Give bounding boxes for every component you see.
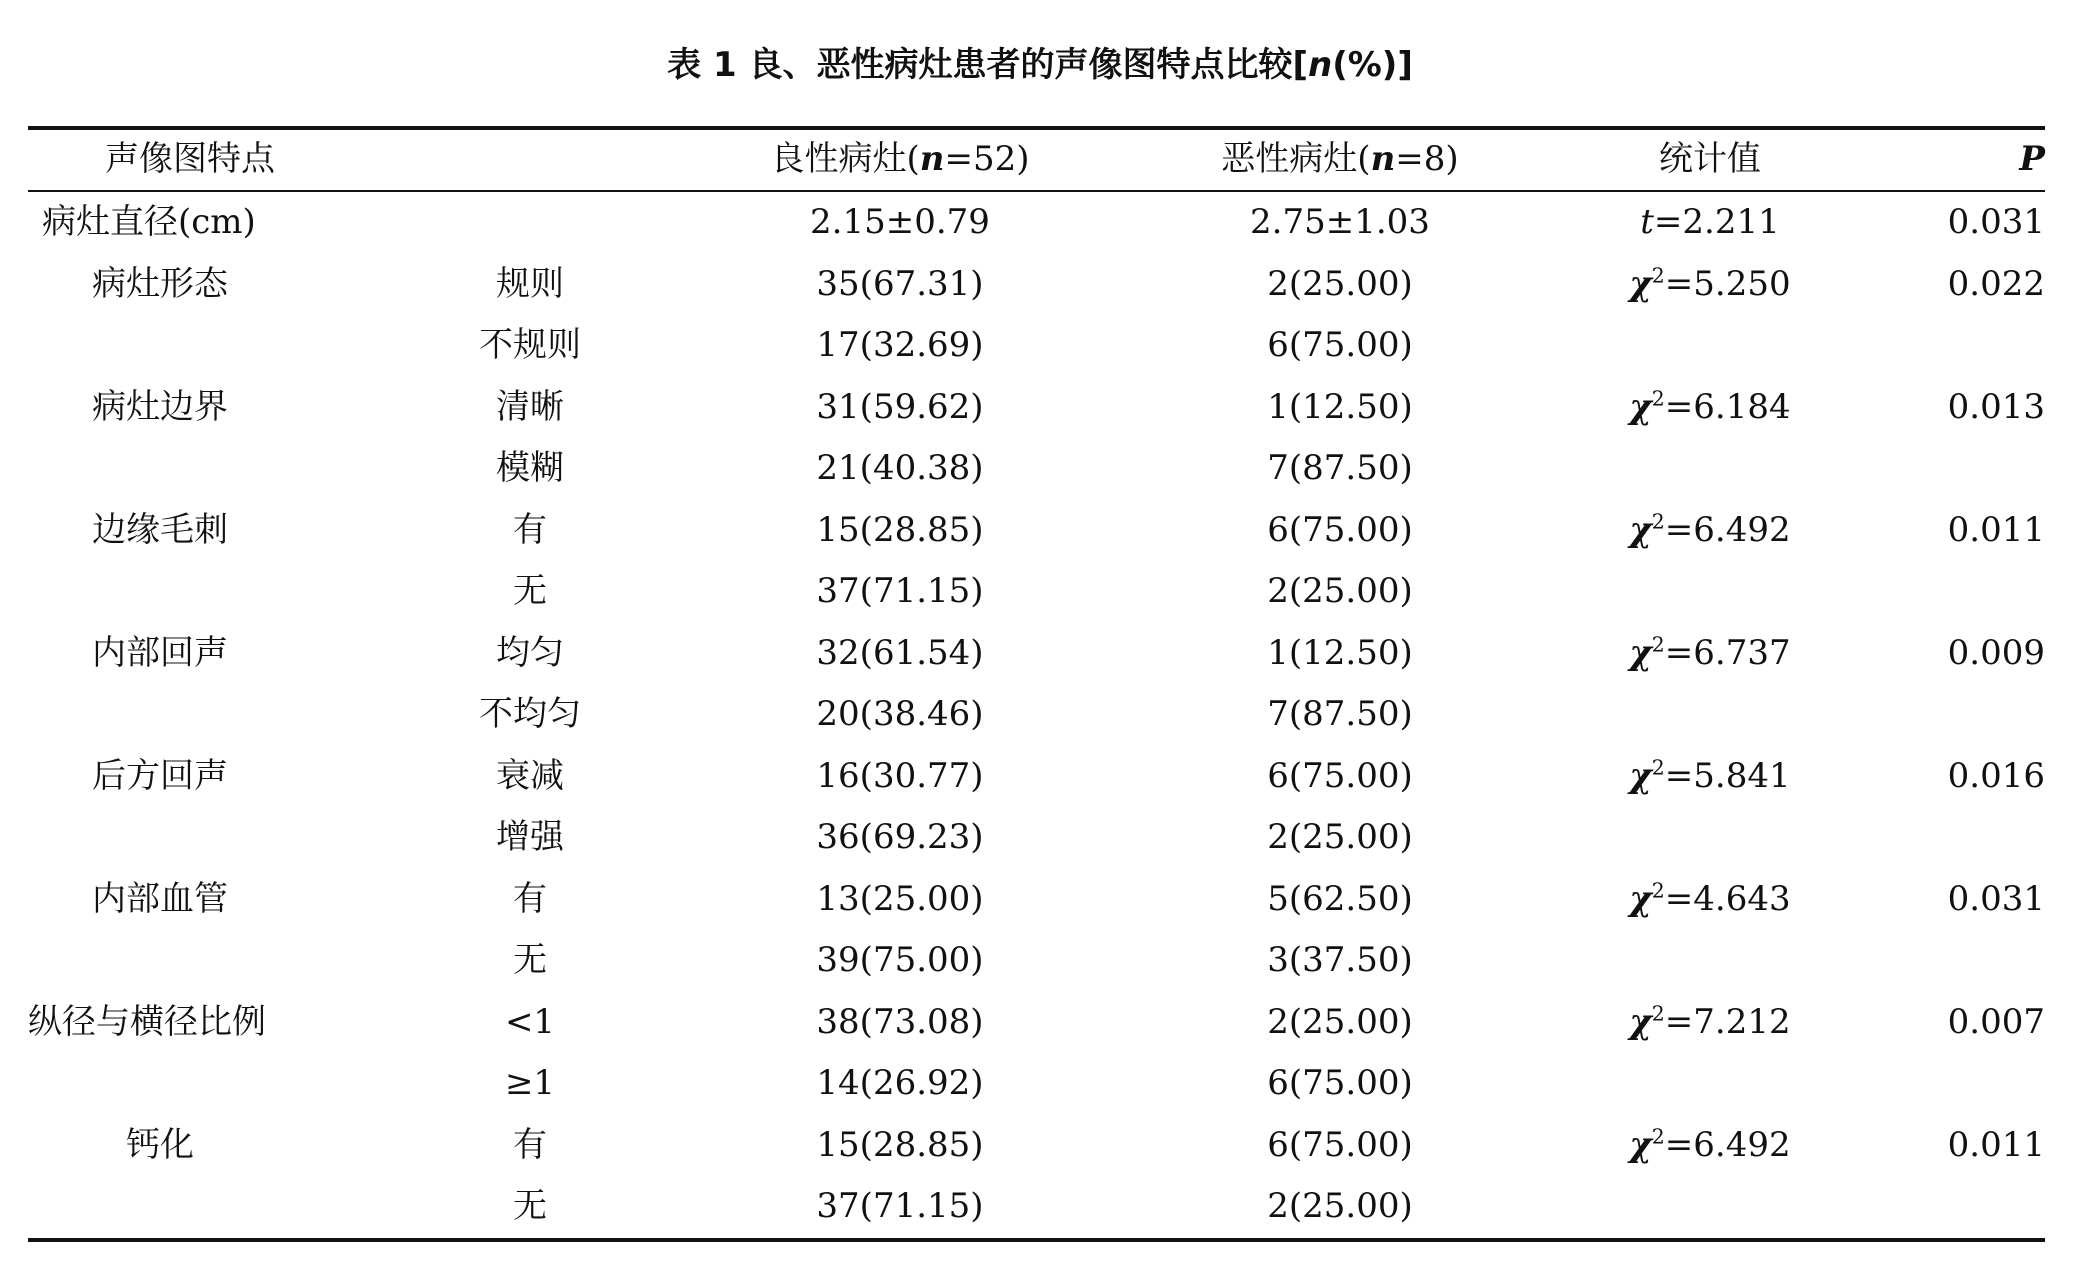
subcategory-label: 不均匀 [479, 694, 581, 734]
feature-label [0, 1053, 320, 1114]
subcategory-label: 均匀 [496, 632, 564, 673]
feature-label [0, 438, 320, 499]
benign-value: 17(32.69) [816, 325, 984, 365]
benign-value: 20(38.46) [816, 694, 984, 734]
statistic-value [1530, 254, 1890, 315]
title-n: n [1307, 45, 1333, 85]
benign-value: 15(28.85) [816, 509, 984, 550]
statistic-symbol: χ [1629, 263, 1652, 304]
statistic-value [1530, 1115, 1890, 1176]
header-benign [700, 129, 1100, 190]
subcategory-label [400, 192, 660, 253]
statistic-symbol: χ [1629, 1001, 1652, 1042]
subcategory-label: 有 [513, 1124, 547, 1165]
subcategory-label: 规则 [496, 263, 564, 304]
subcategory-label: 无 [513, 1186, 547, 1226]
header-benign-n: n [919, 139, 945, 179]
subcategory-label: 无 [513, 571, 547, 611]
feature-label: 病灶边界 [92, 386, 228, 427]
statistic-number: =6.492 [1664, 1124, 1791, 1165]
benign-value: 35(67.31) [816, 263, 984, 304]
statistic-value [1530, 684, 1890, 745]
statistic-symbol: χ [1629, 509, 1652, 550]
feature-label [0, 561, 320, 622]
statistic-value [1530, 192, 1890, 253]
feature-label [0, 807, 320, 868]
statistic-value [1530, 930, 1890, 991]
feature-label: 纵径与横径比例 [28, 1001, 266, 1042]
p-value [1880, 684, 2045, 745]
feature-label: 钙化 [126, 1124, 194, 1165]
feature-label [0, 930, 320, 991]
malignant-value: 6(75.00) [1267, 1063, 1413, 1103]
subcategory-label: 无 [513, 940, 547, 980]
statistic-number: =4.643 [1664, 878, 1791, 919]
p-value [1880, 561, 2045, 622]
feature-label: 内部血管 [92, 878, 228, 919]
statistic-value [1530, 561, 1890, 622]
title-prefix: 表 1 良、恶性病灶患者的声像图特点比较[ [667, 45, 1308, 85]
subcategory-label: 有 [513, 509, 547, 550]
feature-label [0, 1176, 320, 1237]
header-feature: 声像图特点 [105, 139, 275, 179]
benign-value: 21(40.38) [816, 448, 984, 488]
subcategory-label: 清晰 [496, 386, 564, 427]
malignant-value: 1(12.50) [1267, 632, 1413, 673]
subcategory-label: 有 [513, 878, 547, 919]
benign-value: 37(71.15) [816, 571, 984, 611]
malignant-value: 2(25.00) [1267, 817, 1413, 857]
p-value: 0.007 [1947, 1001, 2045, 1042]
malignant-value: 2(25.00) [1267, 571, 1413, 611]
statistic-superscript: 2 [1651, 263, 1665, 288]
statistic-superscript: 2 [1651, 632, 1665, 657]
feature-label [0, 315, 320, 376]
statistic-value [1530, 746, 1890, 807]
statistic-superscript: 2 [1651, 509, 1665, 534]
statistic-value [1530, 377, 1890, 438]
statistic-superscript: 2 [1651, 755, 1665, 780]
subcategory-label: 衰减 [496, 755, 564, 796]
benign-value: 2.15±0.79 [810, 202, 990, 242]
benign-value: 32(61.54) [816, 632, 984, 673]
feature-label: 病灶直径(cm) [42, 202, 256, 242]
malignant-value: 2.75±1.03 [1250, 202, 1430, 242]
subcategory-label: ≥1 [504, 1063, 556, 1103]
benign-value: 14(26.92) [816, 1063, 984, 1103]
subcategory-label: 不规则 [479, 325, 581, 365]
statistic-superscript: 2 [1651, 1124, 1665, 1149]
malignant-value: 2(25.00) [1267, 263, 1413, 304]
statistic-symbol: χ [1629, 755, 1652, 796]
p-value: 0.016 [1947, 755, 2045, 796]
statistic-symbol: χ [1629, 632, 1652, 673]
subcategory-label: 增强 [496, 817, 564, 857]
feature-label: 后方回声 [92, 755, 228, 796]
feature-label: 病灶形态 [92, 263, 228, 304]
header-benign-prefix: 良性病灶( [770, 139, 920, 179]
benign-value: 15(28.85) [816, 1124, 984, 1165]
statistic-symbol: t [1640, 202, 1654, 242]
header-malignant-n: n [1370, 139, 1396, 179]
feature-label: 边缘毛刺 [92, 509, 228, 550]
malignant-value: 6(75.00) [1267, 1124, 1413, 1165]
statistic-value [1530, 623, 1890, 684]
malignant-value: 6(75.00) [1267, 509, 1413, 550]
statistic-number: =5.250 [1664, 263, 1791, 304]
p-value [1880, 1176, 2045, 1237]
benign-value: 39(75.00) [816, 940, 984, 980]
benign-value: 16(30.77) [816, 755, 984, 796]
p-value: 0.009 [1947, 632, 2045, 673]
malignant-value: 7(87.50) [1267, 694, 1413, 734]
statistic-number: =6.184 [1664, 386, 1791, 427]
p-value [1880, 1053, 2045, 1114]
p-value: 0.013 [1947, 386, 2045, 427]
p-value: 0.031 [1947, 878, 2045, 919]
feature-label [0, 684, 320, 745]
feature-label: 内部回声 [92, 632, 228, 673]
header-stat: 统计值 [1659, 139, 1761, 179]
statistic-value [1530, 1176, 1890, 1237]
statistic-value [1530, 992, 1890, 1053]
header-malignant-suffix: =8) [1395, 139, 1459, 179]
malignant-value: 3(37.50) [1267, 940, 1413, 980]
benign-value: 13(25.00) [816, 878, 984, 919]
statistic-symbol: χ [1629, 1124, 1652, 1165]
malignant-value: 1(12.50) [1267, 386, 1413, 427]
statistic-number: =5.841 [1664, 755, 1791, 796]
statistic-value [1530, 807, 1890, 868]
benign-value: 31(59.62) [816, 386, 984, 427]
p-value [1880, 930, 2045, 991]
statistic-value [1530, 438, 1890, 499]
statistic-value [1530, 1053, 1890, 1114]
statistic-superscript: 2 [1651, 386, 1665, 411]
statistic-number: =6.492 [1664, 509, 1791, 550]
statistic-value [1530, 500, 1890, 561]
malignant-value: 6(75.00) [1267, 325, 1413, 365]
statistic-value [1530, 869, 1890, 930]
statistic-superscript: 2 [1651, 878, 1665, 903]
header-malignant [1140, 129, 1540, 190]
statistic-superscript: 2 [1651, 1001, 1665, 1026]
statistic-number: =7.212 [1664, 1001, 1791, 1042]
statistic-number: =2.211 [1653, 202, 1780, 242]
malignant-value: 5(62.50) [1267, 878, 1413, 919]
p-value [1880, 438, 2045, 499]
header-benign-suffix: =52) [944, 139, 1030, 179]
statistic-symbol: χ [1629, 878, 1652, 919]
benign-value: 36(69.23) [816, 817, 984, 857]
subcategory-label: 模糊 [496, 448, 564, 488]
p-value [1880, 807, 2045, 868]
p-value: 0.031 [1947, 202, 2045, 242]
statistic-number: =6.737 [1664, 632, 1791, 673]
malignant-value: 2(25.00) [1267, 1001, 1413, 1042]
malignant-value: 6(75.00) [1267, 755, 1413, 796]
bottom-rule [28, 1238, 2045, 1242]
table-title [0, 40, 2080, 90]
malignant-value: 7(87.50) [1267, 448, 1413, 488]
statistic-value [1530, 315, 1890, 376]
p-value: 0.022 [1947, 263, 2045, 304]
header-p: P [2019, 139, 2045, 179]
p-value: 0.011 [1947, 1124, 2045, 1165]
statistic-symbol: χ [1629, 386, 1652, 427]
p-value [1880, 315, 2045, 376]
header-malignant-prefix: 恶性病灶( [1221, 139, 1371, 179]
title-suffix: (%)] [1332, 45, 1413, 85]
subcategory-label: <1 [504, 1001, 556, 1042]
p-value: 0.011 [1947, 509, 2045, 550]
malignant-value: 2(25.00) [1267, 1186, 1413, 1226]
benign-value: 38(73.08) [816, 1001, 984, 1042]
benign-value: 37(71.15) [816, 1186, 984, 1226]
